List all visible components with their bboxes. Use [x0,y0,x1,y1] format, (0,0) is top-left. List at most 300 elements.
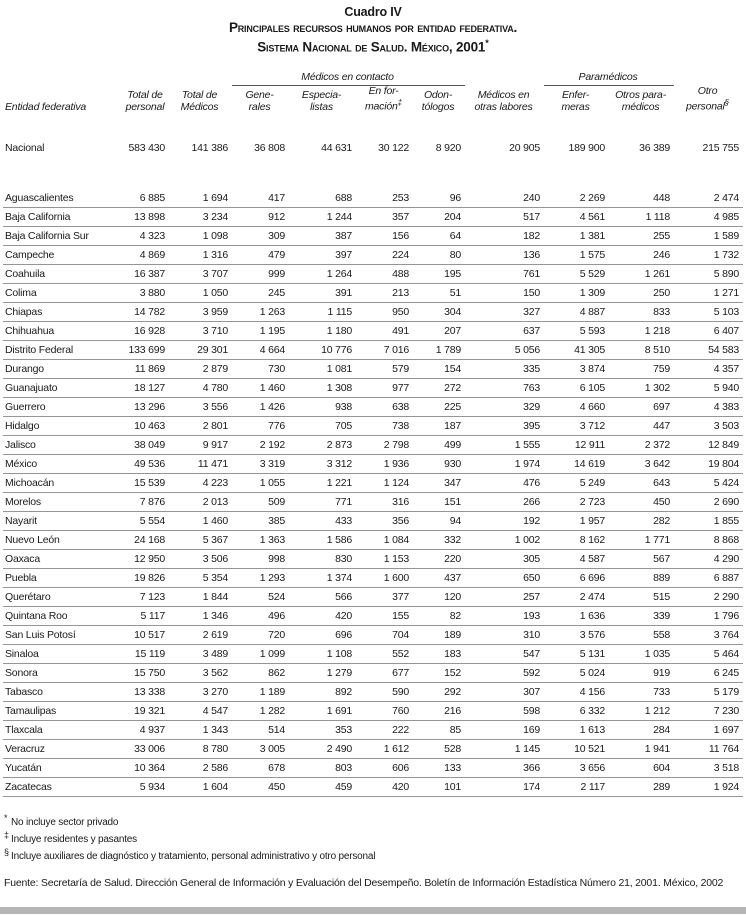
table-cell: 1 221 [289,474,356,493]
row-label: Michoacán [3,474,123,493]
table-cell: 2 269 [544,189,609,208]
table-cell: 101 [413,778,465,797]
table-cell: 930 [413,455,465,474]
table-cell: 2 490 [289,740,356,759]
table-cell: 150 [465,284,544,303]
table-cell: 1 263 [232,303,289,322]
table-cell: 1 050 [169,284,232,303]
row-label: México [3,455,123,474]
table-row [3,702,743,721]
table-row [3,531,743,550]
table-cell: 2 117 [544,778,609,797]
table-cell: 16 387 [123,265,169,284]
table-cell: 1 575 [544,246,609,265]
table-cell: 85 [413,721,465,740]
row-label: Zacatecas [3,778,123,797]
table-cell: 448 [609,189,674,208]
table-cell: 19 804 [674,455,743,474]
table-cell: 1 271 [674,284,743,303]
table-cell: 257 [465,588,544,607]
table-cell: 96 [413,189,465,208]
table-cell: 80 [413,246,465,265]
table-title-block [0,0,746,56]
table-cell: 2 801 [169,417,232,436]
row-label: Tabasco [3,683,123,702]
table-cell: 3 489 [169,645,232,664]
table-cell: 204 [413,208,465,227]
table-subtitle-text: Sistema Nacional de Salud. México, 2001 [257,39,486,55]
table-cell: 450 [609,493,674,512]
column-header: Médicos en otras labores [474,89,533,113]
table-cell: 133 699 [123,341,169,360]
table-cell: 3 656 [544,759,609,778]
footnote-marker: ‡ [397,98,403,107]
table-cell: 397 [289,246,356,265]
row-label: Durango [3,360,123,379]
table-cell: 912 [232,208,289,227]
table-cell: 1 002 [465,531,544,550]
table-cell: 8 162 [544,531,609,550]
table-cell: 4 780 [169,379,232,398]
table-cell: 1 691 [289,702,356,721]
table-cell: 1 600 [356,569,413,588]
group-header-row [3,68,743,86]
table-cell: 606 [356,759,413,778]
table-cell: 11 471 [169,455,232,474]
table-cell: 515 [609,588,674,607]
table-cell: 15 750 [123,664,169,683]
table-cell: 720 [232,626,289,645]
table-cell: 524 [232,588,289,607]
row-label: Campeche [3,246,123,265]
table-cell: 1 118 [609,208,674,227]
table-cell: 1 374 [289,569,356,588]
footnotes [4,812,746,863]
table-cell: 2 013 [169,493,232,512]
table-cell: 183 [413,645,465,664]
table-cell: 246 [609,246,674,265]
table-cell: 1 035 [609,645,674,664]
table-cell: 558 [609,626,674,645]
table-cell: 5 890 [674,265,743,284]
table-row [3,759,743,778]
table-cell: 598 [465,702,544,721]
table-cell: 174 [465,778,544,797]
table-cell: 4 547 [169,702,232,721]
table-row [3,626,743,645]
footnote [4,846,746,863]
row-label: Quintana Roo [3,607,123,626]
table-cell: 7 016 [356,341,413,360]
table-cell: 476 [465,474,544,493]
table-cell: 892 [289,683,356,702]
table-cell: 266 [465,493,544,512]
table-row [3,115,743,156]
row-label: Nacional [5,142,45,154]
table-cell: 13 898 [123,208,169,227]
table-cell: 3 556 [169,398,232,417]
footnote-text: Incluye auxiliares de diagnóstico y tratamiento, personal administrativo y otro personal [11,851,376,862]
table-cell: 2 879 [169,360,232,379]
table-cell: 1 081 [289,360,356,379]
table-cell: 250 [609,284,674,303]
table-cell: 329 [465,398,544,417]
table-cell: 1 697 [674,721,743,740]
table-cell: 1 316 [169,246,232,265]
row-label: Chihuahua [3,322,123,341]
table-row [3,550,743,569]
table-cell: 491 [356,322,413,341]
table-cell: 1 924 [674,778,743,797]
table-cell: 213 [356,284,413,303]
footnote-marker-asterisk: * [485,38,489,48]
table-cell: 1 589 [674,227,743,246]
table-cell: 4 869 [123,246,169,265]
table-cell: 1 694 [169,189,232,208]
table-cell: 1 261 [609,265,674,284]
row-label: Yucatán [3,759,123,778]
table-cell: 4 937 [123,721,169,740]
table-cell: 82 [413,607,465,626]
table-number: Cuadro IV [344,5,402,19]
table-cell: 54 583 [674,341,743,360]
table-cell: 3 234 [169,208,232,227]
table-cell: 3 319 [232,455,289,474]
table-cell: 677 [356,664,413,683]
table-cell: 1 732 [674,246,743,265]
table-cell: 24 168 [123,531,169,550]
table-cell: 1 613 [544,721,609,740]
table-cell: 12 849 [674,436,743,455]
table-cell: 5 424 [674,474,743,493]
table-cell: 1 771 [609,531,674,550]
table-row [3,208,743,227]
table-cell: 4 383 [674,398,743,417]
table-cell: 1 189 [232,683,289,702]
table-cell: 738 [356,417,413,436]
table-cell: 3 506 [169,550,232,569]
table-cell: 6 332 [544,702,609,721]
table-cell: 763 [465,379,544,398]
table-cell: 6 245 [674,664,743,683]
row-label: Coahuila [3,265,123,284]
table-cell: 2 192 [232,436,289,455]
table-cell: 4 323 [123,227,169,246]
table-cell: 7 876 [123,493,169,512]
table-cell: 1 796 [674,607,743,626]
table-cell: 1 426 [232,398,289,417]
footnote-text: No incluye sector privado [11,817,119,828]
table-cell: 1 108 [289,645,356,664]
table-cell: 3 880 [123,284,169,303]
table-cell: 1 957 [544,512,609,531]
footnote [4,812,746,829]
table-cell: 3 576 [544,626,609,645]
table-cell: 3 874 [544,360,609,379]
table-cell: 1 218 [609,322,674,341]
table-cell: 2 873 [289,436,356,455]
group-header-paramedicos: Paramédicos [544,68,674,86]
table-cell: 1 855 [674,512,743,531]
table-cell: 332 [413,531,465,550]
table-row [3,493,743,512]
table-cell: 51 [413,284,465,303]
table-cell: 189 900 [568,142,606,154]
table-cell: 5 103 [674,303,743,322]
table-cell: 15 539 [123,474,169,493]
table-cell: 4 660 [544,398,609,417]
table-cell: 5 554 [123,512,169,531]
table-cell: 49 536 [123,455,169,474]
table-cell: 688 [289,189,356,208]
table-cell: 5 593 [544,322,609,341]
table-cell: 776 [232,417,289,436]
table-cell: 4 290 [674,550,743,569]
row-label: Nuevo León [3,531,123,550]
table-cell: 977 [356,379,413,398]
table-cell: 4 561 [544,208,609,227]
table-cell: 240 [465,189,544,208]
table-cell: 1 308 [289,379,356,398]
table-cell: 187 [413,417,465,436]
table-cell: 761 [465,265,544,284]
table-cell: 14 619 [544,455,609,474]
table-cell: 1 302 [609,379,674,398]
footnote-marker: ‡ [4,830,10,840]
table-cell: 16 928 [123,322,169,341]
table-cell: 759 [609,360,674,379]
table-cell: 604 [609,759,674,778]
table-row [3,398,743,417]
table-cell: 2 619 [169,626,232,645]
table-row [3,246,743,265]
table-cell: 1 460 [169,512,232,531]
table-cell: 547 [465,645,544,664]
table-cell: 10 521 [544,740,609,759]
table-cell: 224 [356,246,413,265]
table-cell: 38 049 [123,436,169,455]
table-cell: 1 264 [289,265,356,284]
table-cell: 730 [232,360,289,379]
table-cell: 760 [356,702,413,721]
table-cell: 496 [232,607,289,626]
table-cell: 30 122 [378,142,410,154]
table-cell: 938 [289,398,356,417]
table-cell: 509 [232,493,289,512]
table-cell: 2 586 [169,759,232,778]
table-cell: 1 098 [169,227,232,246]
row-label: Tamaulipas [3,702,123,721]
table-cell: 1 244 [289,208,356,227]
table-cell: 182 [465,227,544,246]
table-cell: 514 [232,721,289,740]
group-header-spacer [3,68,232,86]
table-cell: 2 723 [544,493,609,512]
table-cell: 697 [609,398,674,417]
table-cell: 1 789 [413,341,465,360]
table-cell: 120 [413,588,465,607]
table-cell: 528 [413,740,465,759]
table-cell: 499 [413,436,465,455]
table-cell: 347 [413,474,465,493]
table-cell: 1 844 [169,588,232,607]
table-cell: 696 [289,626,356,645]
table-cell: 1 293 [232,569,289,588]
table-cell: 1 604 [169,778,232,797]
footnote-text: Incluye residentes y pasantes [11,834,137,845]
table-cell: 833 [609,303,674,322]
table-cell: 6 696 [544,569,609,588]
table-cell: 1 279 [289,664,356,683]
table-cell: 11 764 [674,740,743,759]
table-cell: 771 [289,493,356,512]
table-cell: 136 [465,246,544,265]
table-cell: 192 [465,512,544,531]
row-label: Guerrero [3,398,123,417]
table-row [3,417,743,436]
table-cell: 420 [356,778,413,797]
table-cell: 678 [232,759,289,778]
table-cell: 2 372 [609,436,674,455]
table-cell: 216 [413,702,465,721]
table-cell: 5 934 [123,778,169,797]
table-cell: 5 529 [544,265,609,284]
table-cell: 704 [356,626,413,645]
table-cell: 195 [413,265,465,284]
table-cell: 447 [609,417,674,436]
table-subtitle [0,35,746,56]
table-cell: 7 123 [123,588,169,607]
table-cell: 133 [413,759,465,778]
table-cell: 733 [609,683,674,702]
table-cell: 12 950 [123,550,169,569]
table-cell: 1 460 [232,379,289,398]
table-cell: 2 474 [544,588,609,607]
table-cell: 5 024 [544,664,609,683]
table-row [3,778,743,797]
table-cell: 3 005 [232,740,289,759]
table-cell: 1 115 [289,303,356,322]
table-cell: 15 119 [123,645,169,664]
table-cell: 335 [465,360,544,379]
column-header-entidad: Entidad federativa [5,100,87,113]
table-cell: 366 [465,759,544,778]
table-cell: 1 124 [356,474,413,493]
table-cell: 44 631 [321,142,353,154]
table-cell: 395 [465,417,544,436]
table-cell: 1 180 [289,322,356,341]
table-cell: 437 [413,569,465,588]
table-cell: 377 [356,588,413,607]
table-cell: 284 [609,721,674,740]
table-cell: 830 [289,550,356,569]
row-label: San Luis Potosí [3,626,123,645]
row-label: Jalisco [3,436,123,455]
table-row [3,455,743,474]
table-cell: 10 463 [123,417,169,436]
table-cell: 12 911 [544,436,609,455]
table-cell: 417 [232,189,289,208]
column-header: Total de Médicos [180,89,219,113]
table-cell: 567 [609,550,674,569]
table-cell: 1 974 [465,455,544,474]
table-cell: 309 [232,227,289,246]
table-cell: 3 518 [674,759,743,778]
table-cell: 4 985 [674,208,743,227]
table-cell: 8 868 [674,531,743,550]
table-cell: 14 782 [123,303,169,322]
table-cell: 488 [356,265,413,284]
table-cell: 6 887 [674,569,743,588]
table-cell: 3 959 [169,303,232,322]
table-cell: 5 464 [674,645,743,664]
table-cell: 5 056 [465,341,544,360]
table-cell: 1 363 [232,531,289,550]
table-cell: 289 [609,778,674,797]
table-cell: 3 764 [674,626,743,645]
table-cell: 13 296 [123,398,169,417]
row-label: Veracruz [3,740,123,759]
table-row [3,322,743,341]
row-label: Puebla [3,569,123,588]
table-cell: 862 [232,664,289,683]
table-cell: 950 [356,303,413,322]
table-cell: 10 776 [289,341,356,360]
group-header-spacer [465,68,544,86]
table-cell: 292 [413,683,465,702]
table-cell: 1 586 [289,531,356,550]
table-cell: 1 346 [169,607,232,626]
table-cell: 638 [356,398,413,417]
table-cell: 304 [413,303,465,322]
table-cell: 255 [609,227,674,246]
table-cell: 517 [465,208,544,227]
table-cell: 919 [609,664,674,683]
table-row [3,569,743,588]
table-cell: 2 474 [674,189,743,208]
table-cell: 1 145 [465,740,544,759]
table-cell: 6 407 [674,322,743,341]
table-cell: 94 [413,512,465,531]
table-row [3,379,743,398]
column-header: Total de personal [125,89,165,113]
table-cell: 643 [609,474,674,493]
table-cell: 3 270 [169,683,232,702]
table-cell: 272 [413,379,465,398]
column-header: Enfer- meras [561,89,590,113]
footnote-marker: § [724,98,730,107]
row-label: Querétaro [3,588,123,607]
table-cell: 29 301 [169,341,232,360]
table-cell: 4 357 [674,360,743,379]
table-row [3,284,743,303]
table-cell: 590 [356,683,413,702]
table-cell: 6 885 [123,189,169,208]
table-cell: 433 [289,512,356,531]
row-label: Guanajuato [3,379,123,398]
table-cell: 391 [289,284,356,303]
table-row [3,341,743,360]
table-cell: 20 905 [509,142,541,154]
row-label: Nayarit [3,512,123,531]
table-cell: 207 [413,322,465,341]
table-cell: 1 936 [356,455,413,474]
table-row [3,588,743,607]
table-cell: 307 [465,683,544,702]
table-cell: 64 [413,227,465,246]
table-cell: 637 [465,322,544,341]
table-row [3,227,743,246]
